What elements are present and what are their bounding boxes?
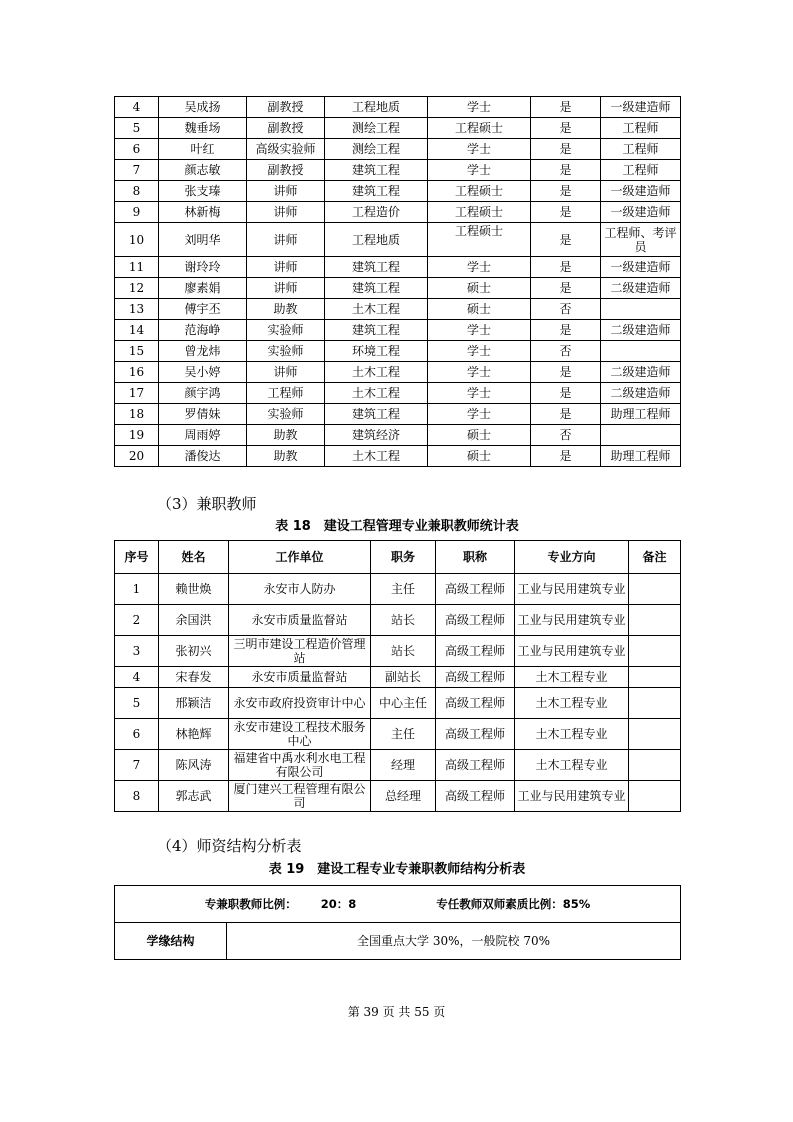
cell-dual: 是 — [531, 181, 601, 202]
table-row — [115, 223, 681, 257]
column-header: 职称 — [436, 541, 515, 574]
table-row — [115, 425, 681, 446]
cell-name: 邢颖洁 — [159, 688, 229, 719]
cell-name: 廖素娟 — [159, 278, 247, 299]
cell-field: 工业与民用建筑专业 — [515, 605, 629, 636]
cell-unit: 永安市政府投资审计中心 — [229, 688, 371, 719]
cell-name: 颜志敏 — [159, 160, 247, 181]
cell-dual: 是 — [531, 383, 601, 404]
cell-degree: 硕士 — [428, 425, 531, 446]
cell-name: 曾龙炜 — [159, 341, 247, 362]
cell-title: 讲师 — [247, 257, 325, 278]
cell-no: 7 — [115, 160, 159, 181]
cell-name: 范海峥 — [159, 320, 247, 341]
cell-cert: 一级建造师 — [601, 202, 681, 223]
cell-name: 谢玲玲 — [159, 257, 247, 278]
cell-no: 20 — [115, 446, 159, 467]
table-row — [115, 278, 681, 299]
cell-rank: 高级工程师 — [436, 667, 515, 688]
parttime-teachers-table — [114, 540, 681, 812]
cell-major: 土木工程 — [325, 299, 428, 320]
cell-no: 1 — [115, 574, 159, 605]
cell-major: 建筑工程 — [325, 160, 428, 181]
cell-title: 副教授 — [247, 160, 325, 181]
cell-post: 总经理 — [371, 781, 436, 812]
cell-title: 助教 — [247, 299, 325, 320]
cell-unit: 永安市质量监督站 — [229, 667, 371, 688]
cell-major: 建筑工程 — [325, 278, 428, 299]
cell-rank: 高级工程师 — [436, 781, 515, 812]
cell-dual: 否 — [531, 341, 601, 362]
cell-dual: 是 — [531, 446, 601, 467]
fulltime-teachers-table — [114, 96, 681, 467]
cell-field: 工业与民用建筑专业 — [515, 574, 629, 605]
cell-degree: 学士 — [428, 160, 531, 181]
cell-title: 实验师 — [247, 320, 325, 341]
cell-name: 赖世焕 — [159, 574, 229, 605]
cell-cert: 一级建造师 — [601, 257, 681, 278]
column-header: 序号 — [115, 541, 159, 574]
cell-no: 5 — [115, 118, 159, 139]
table-row — [115, 181, 681, 202]
cell-rank: 高级工程师 — [436, 750, 515, 781]
cell-cert — [601, 425, 681, 446]
cell-note — [629, 719, 681, 750]
cell-cert — [601, 341, 681, 362]
cell-field: 土木工程专业 — [515, 750, 629, 781]
cell-dual: 是 — [531, 404, 601, 425]
cell-degree: 工程硕士 — [428, 202, 531, 223]
cell-note — [629, 750, 681, 781]
cell-no: 5 — [115, 688, 159, 719]
cell-name: 罗倩妹 — [159, 404, 247, 425]
cell-cert: 二级建造师 — [601, 362, 681, 383]
table-18-header — [115, 541, 681, 574]
cell-title: 副教授 — [247, 97, 325, 118]
cell-post: 站长 — [371, 605, 436, 636]
table-row — [115, 404, 681, 425]
cell-note — [629, 781, 681, 812]
cell-rank: 高级工程师 — [436, 688, 515, 719]
cell-note — [629, 574, 681, 605]
table-row — [115, 362, 681, 383]
column-header: 专业方向 — [515, 541, 629, 574]
cell-no: 13 — [115, 299, 159, 320]
cell-post: 站长 — [371, 636, 436, 667]
cell-dual: 是 — [531, 223, 601, 257]
cell-name: 魏垂场 — [159, 118, 247, 139]
cell-major: 土木工程 — [325, 362, 428, 383]
cell-major: 工程地质 — [325, 97, 428, 118]
cell-title: 助教 — [247, 446, 325, 467]
cell-cert: 二级建造师 — [601, 320, 681, 341]
cell-degree: 学士 — [428, 97, 531, 118]
cell-note — [629, 636, 681, 667]
cell-title: 副教授 — [247, 118, 325, 139]
table-row — [115, 719, 681, 750]
cell-field: 土木工程专业 — [515, 719, 629, 750]
cell-cert: 二级建造师 — [601, 383, 681, 404]
cell-no: 6 — [115, 139, 159, 160]
table-row — [115, 139, 681, 160]
cell-degree: 工程硕士 — [428, 223, 531, 257]
cell-name: 张初兴 — [159, 636, 229, 667]
cell-cert: 助理工程师 — [601, 404, 681, 425]
cell-title: 讲师 — [247, 278, 325, 299]
cell-rank: 高级工程师 — [436, 719, 515, 750]
cell-no: 7 — [115, 750, 159, 781]
cell-name: 吴小婷 — [159, 362, 247, 383]
table-row — [115, 750, 681, 781]
cell-dual: 是 — [531, 202, 601, 223]
cell-dual: 是 — [531, 97, 601, 118]
cell-no: 4 — [115, 97, 159, 118]
cell-post: 副站长 — [371, 667, 436, 688]
cell-title: 讲师 — [247, 362, 325, 383]
cell-title: 讲师 — [247, 181, 325, 202]
cell-dual: 是 — [531, 320, 601, 341]
cell-name: 刘明华 — [159, 223, 247, 257]
cell-cert: 一级建造师 — [601, 181, 681, 202]
table-19-caption: 表 19 建设工程专业专兼职教师结构分析表 — [268, 862, 526, 877]
cell-rank: 高级工程师 — [436, 636, 515, 667]
cell-major: 建筑工程 — [325, 257, 428, 278]
cell-field: 工业与民用建筑专业 — [515, 781, 629, 812]
edu-structure-label: 学缘结构 — [115, 923, 227, 960]
cell-name: 郭志武 — [159, 781, 229, 812]
cell-degree: 硕士 — [428, 278, 531, 299]
cell-major: 土木工程 — [325, 383, 428, 404]
cell-no: 11 — [115, 257, 159, 278]
cell-name: 傅宇丕 — [159, 299, 247, 320]
dual-ratio-label: 专任教师双师素质比例：85% — [436, 897, 591, 911]
cell-name: 潘俊达 — [159, 446, 247, 467]
cell-name: 林艳辉 — [159, 719, 229, 750]
cell-no: 8 — [115, 781, 159, 812]
table-row — [115, 667, 681, 688]
cell-no: 4 — [115, 667, 159, 688]
structure-analysis-table — [114, 885, 681, 960]
cell-name: 叶红 — [159, 139, 247, 160]
cell-post: 主任 — [371, 719, 436, 750]
cell-dual: 是 — [531, 139, 601, 160]
cell-dual: 否 — [531, 425, 601, 446]
cell-title: 讲师 — [247, 202, 325, 223]
cell-cert — [601, 299, 681, 320]
cell-dual: 是 — [531, 160, 601, 181]
table-row — [115, 97, 681, 118]
cell-name: 林新梅 — [159, 202, 247, 223]
cell-no: 15 — [115, 341, 159, 362]
table-row — [115, 446, 681, 467]
cell-no: 16 — [115, 362, 159, 383]
cell-degree: 工程硕士 — [428, 118, 531, 139]
column-header: 工作单位 — [229, 541, 371, 574]
cell-cert: 工程师 — [601, 139, 681, 160]
table-row — [115, 688, 681, 719]
cell-cert: 工程师 — [601, 118, 681, 139]
cell-title: 实验师 — [247, 341, 325, 362]
cell-unit: 厦门建兴工程管理有限公司 — [229, 781, 371, 812]
table-row — [115, 202, 681, 223]
cell-name: 余国洪 — [159, 605, 229, 636]
ratio-summary-cell — [115, 886, 681, 923]
table-row — [115, 320, 681, 341]
cell-dual: 是 — [531, 118, 601, 139]
cell-major: 工程造价 — [325, 202, 428, 223]
cell-dual: 是 — [531, 362, 601, 383]
cell-name: 周雨婷 — [159, 425, 247, 446]
cell-no: 3 — [115, 636, 159, 667]
cell-title: 助教 — [247, 425, 325, 446]
cell-degree: 学士 — [428, 362, 531, 383]
cell-no: 18 — [115, 404, 159, 425]
cell-unit: 永安市建设工程技术服务中心 — [229, 719, 371, 750]
cell-unit: 三明市建设工程造价管理站 — [229, 636, 371, 667]
table-row — [115, 383, 681, 404]
cell-title: 高级实验师 — [247, 139, 325, 160]
table-row — [115, 574, 681, 605]
cell-no: 14 — [115, 320, 159, 341]
cell-degree: 工程硕士 — [428, 181, 531, 202]
cell-rank: 高级工程师 — [436, 605, 515, 636]
section-4-heading: （4）师资结构分析表 — [157, 837, 302, 855]
table-row — [115, 299, 681, 320]
cell-post: 主任 — [371, 574, 436, 605]
cell-degree: 硕士 — [428, 446, 531, 467]
cell-no: 2 — [115, 605, 159, 636]
ratio-label: 专兼职教师比例： — [204, 897, 297, 911]
table-18-caption: 表 18 建设工程管理专业兼职教师统计表 — [275, 519, 519, 534]
cell-title: 讲师 — [247, 223, 325, 257]
cell-unit: 福建省中禹水利水电工程有限公司 — [229, 750, 371, 781]
edu-structure-value: 全国重点大学 30%，一般院校 70% — [227, 923, 681, 960]
cell-name: 宋春发 — [159, 667, 229, 688]
cell-field: 工业与民用建筑专业 — [515, 636, 629, 667]
cell-degree: 硕士 — [428, 299, 531, 320]
cell-dual: 否 — [531, 299, 601, 320]
cell-major: 建筑工程 — [325, 404, 428, 425]
cell-major: 测绘工程 — [325, 118, 428, 139]
cell-cert: 一级建造师 — [601, 97, 681, 118]
table-row — [115, 341, 681, 362]
table-row — [115, 605, 681, 636]
cell-field: 土木工程专业 — [515, 688, 629, 719]
cell-major: 建筑经济 — [325, 425, 428, 446]
cell-cert: 工程师 — [601, 160, 681, 181]
cell-name: 吴成扬 — [159, 97, 247, 118]
cell-field: 土木工程专业 — [515, 667, 629, 688]
cell-degree: 学士 — [428, 257, 531, 278]
table-row — [115, 257, 681, 278]
cell-degree: 学士 — [428, 320, 531, 341]
cell-major: 建筑工程 — [325, 181, 428, 202]
column-header: 职务 — [371, 541, 436, 574]
cell-no: 12 — [115, 278, 159, 299]
cell-major: 测绘工程 — [325, 139, 428, 160]
cell-name: 张支瑧 — [159, 181, 247, 202]
cell-no: 19 — [115, 425, 159, 446]
table-row — [115, 781, 681, 812]
column-header: 备注 — [629, 541, 681, 574]
cell-major: 工程地质 — [325, 223, 428, 257]
cell-name: 颜宇鸿 — [159, 383, 247, 404]
cell-note — [629, 688, 681, 719]
cell-no: 6 — [115, 719, 159, 750]
column-header: 姓名 — [159, 541, 229, 574]
cell-no: 10 — [115, 223, 159, 257]
table-row — [115, 160, 681, 181]
cell-degree: 学士 — [428, 341, 531, 362]
table-row — [115, 118, 681, 139]
cell-cert: 工程师、考评员 — [601, 223, 681, 257]
cell-note — [629, 667, 681, 688]
fulltime-teachers-body — [115, 97, 681, 467]
cell-no: 8 — [115, 181, 159, 202]
cell-degree: 学士 — [428, 404, 531, 425]
cell-no: 17 — [115, 383, 159, 404]
section-3-heading: （3）兼职教师 — [157, 495, 257, 513]
cell-unit: 永安市人防办 — [229, 574, 371, 605]
ratio-value: 20：8 — [320, 897, 357, 911]
table-row — [115, 636, 681, 667]
cell-no: 9 — [115, 202, 159, 223]
cell-degree: 学士 — [428, 383, 531, 404]
cell-dual: 是 — [531, 278, 601, 299]
cell-name: 陈风涛 — [159, 750, 229, 781]
cell-title: 工程师 — [247, 383, 325, 404]
cell-rank: 高级工程师 — [436, 574, 515, 605]
cell-major: 建筑工程 — [325, 320, 428, 341]
cell-major: 环境工程 — [325, 341, 428, 362]
cell-title: 实验师 — [247, 404, 325, 425]
cell-cert: 助理工程师 — [601, 446, 681, 467]
cell-note — [629, 605, 681, 636]
cell-major: 土木工程 — [325, 446, 428, 467]
parttime-teachers-body — [115, 574, 681, 812]
cell-degree: 学士 — [428, 139, 531, 160]
cell-post: 经理 — [371, 750, 436, 781]
page-footer: 第 39 页 共 55 页 — [347, 1005, 446, 1019]
cell-unit: 永安市质量监督站 — [229, 605, 371, 636]
cell-dual: 是 — [531, 257, 601, 278]
cell-cert: 二级建造师 — [601, 278, 681, 299]
cell-post: 中心主任 — [371, 688, 436, 719]
